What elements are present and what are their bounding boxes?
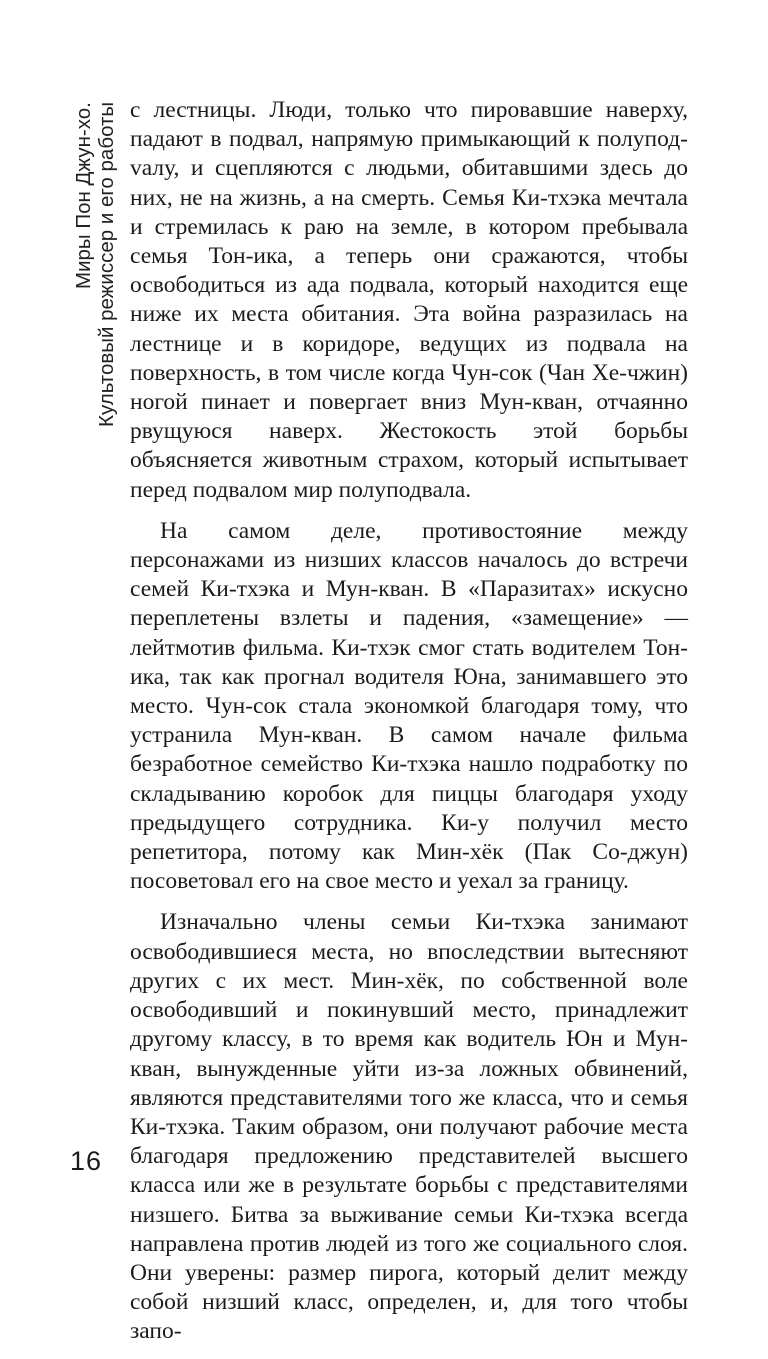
running-head-title: Миры Пон Джун-хо. xyxy=(72,102,95,289)
running-head-subtitle: Культовый режиссер и его работы xyxy=(95,102,118,428)
paragraph-1: с лестницы. Люди, только что пировавшие наверху, падают в подвал, напрямую примыкающий к полуподvалу, и сцепляются с людьми, обитавшими здесь до них, не на жизнь, а на смерть. Семья Ки-тхэка мечтала и стремилась к раю на земле, в котором пребывала семья Тон-ика, а теперь они сражаются, чтобы освободиться из ада подвала, который находится еще ниже их места обитания. Эта война разразилась на лестнице и в коридоре, ведущих из подвала на поверхность, в том числе когда Чун-сок (Чан Хе-чжин) ногой пинает и повергает вниз Мун-кван, отчаянно рвущуюся наверх. Жестокость этой борьбы объясняется животным страхом, который испытывает перед подвалом мир полуподвала. xyxy=(130,97,688,503)
running-head xyxy=(72,102,118,662)
paragraph-2: На самом деле, противостояние между персонажами из низших классов началось до встречи семей Ки-тхэка и Мун-кван. В «Паразитах» искусно переплетены взлеты и падения, «замещение» — лейтмотив фильма. Ки-тхэк смог стать водителем Тон-ика, так как прогнал водителя Юна, занимавшего это место. Чун-сок стала экономкой благодаря тому, что устранила Мун-кван. В самом начале фильма безработное семейство Ки-тхэка нашло подработку по складыванию коробок для пиццы благодаря уходу предыдущего сотрудника. Ки-у получил место репетитора, потому как Мин-хёк (Пак Со-джун) посоветовал его на свое место и уехал за границу. xyxy=(130,517,688,895)
body-text xyxy=(130,96,688,1359)
page-number: 16 xyxy=(70,1146,103,1176)
paragraph-3: Изначально члены семьи Ки-тхэка занимают освободившиеся места, но впоследствии вытесняют других с их мест. Мин-хёк, по собственной воле освободивший и покинувший место, принадлежит другому классу, в то время как водитель Юн и Мун-кван, вынужденные уйти из-за ложных обвинений, являются представителями того же класса, что и семья Ки-тхэка. Таким образом, они получают рабочие места благодаря предложению представителей высшего класса или же в результате борьбы с представителями низшего. Битва за выживание семьи Ки-тхэка всегда направлена против людей из того же социального слоя. Они уверены: размер пирога, который делит между собой низший класс, определен, и, для того чтобы запо- xyxy=(130,909,688,1345)
